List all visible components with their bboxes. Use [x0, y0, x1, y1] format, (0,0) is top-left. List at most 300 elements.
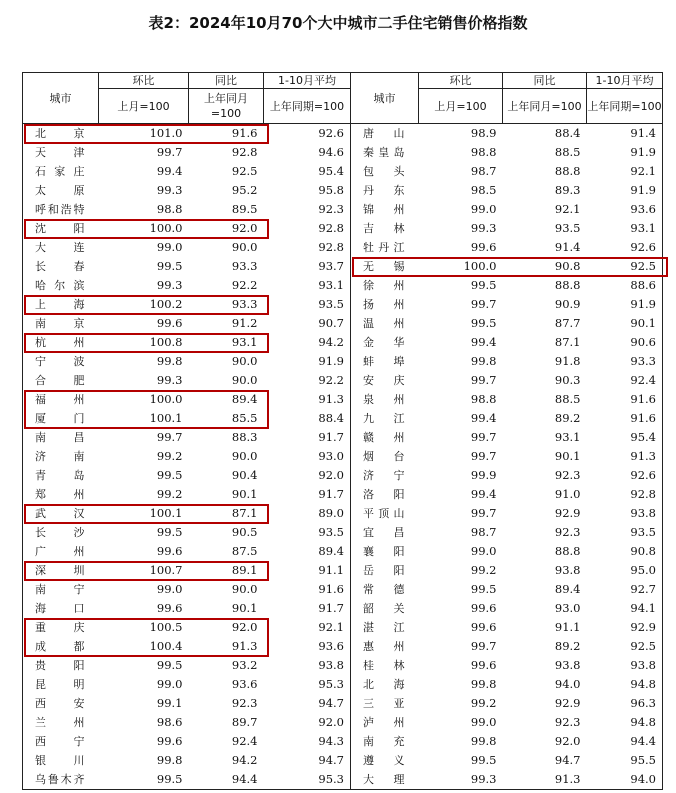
highlight-shenyang	[24, 219, 269, 239]
header-row-2	[23, 89, 663, 124]
cell-avg-left: 93.6	[264, 637, 351, 656]
cell-mom-right: 99.4	[470, 411, 497, 425]
cell-city-right: 金 华	[363, 336, 405, 349]
cell-city-right: 唐 山	[363, 127, 405, 140]
cell-avg-right: 88.6	[587, 276, 663, 295]
cell-city-right: 韶 关	[363, 602, 405, 615]
cell-yoy-left: 93.2	[231, 658, 258, 672]
cell-mom-left: 99.1	[156, 696, 183, 710]
cell-avg-right: 91.9	[587, 295, 663, 314]
cell-yoy-left: 92.0	[231, 620, 258, 634]
cell-mom-left: 100.2	[149, 297, 183, 311]
table-row	[23, 276, 663, 295]
cell-mom-left: 98.8	[156, 202, 183, 216]
cell-yoy-left: 85.5	[231, 411, 258, 425]
cell-mom-right: 99.9	[470, 468, 497, 482]
cell-mom-left: 99.2	[156, 487, 183, 501]
cell-avg-left: 91.1	[264, 561, 351, 580]
cell-yoy-left: 90.0	[231, 582, 258, 596]
cell-avg-left: 94.2	[264, 333, 351, 352]
cell-yoy-right: 89.4	[554, 582, 581, 596]
cell-yoy-left: 88.3	[231, 430, 258, 444]
cell-mom-right: 99.0	[470, 202, 497, 216]
cell-yoy-left: 91.2	[231, 316, 258, 330]
cell-city-right: 吉 林	[363, 222, 405, 235]
cell-city-right: 九 江	[363, 412, 405, 425]
cell-mom-right: 99.2	[470, 696, 497, 710]
highlight-wuhan	[24, 504, 269, 524]
cell-yoy-left: 95.2	[231, 183, 258, 197]
cell-yoy-left: 90.1	[231, 601, 258, 615]
cell-city-right: 泸 州	[363, 716, 405, 729]
cell-avg-right: 94.4	[587, 732, 663, 751]
cell-mom-left: 100.7	[149, 563, 183, 577]
cell-mom-right: 99.3	[419, 770, 503, 790]
cell-city-right: 洛 阳	[363, 488, 405, 501]
cell-city-left: 重 庆	[23, 618, 99, 637]
cell-avg-left: 91.9	[264, 352, 351, 371]
header-mom-left: 环比	[99, 73, 189, 89]
header-avg-left: 1-10月平均	[264, 73, 351, 89]
table-row	[23, 656, 663, 675]
cell-mom-left: 99.6	[156, 601, 183, 615]
cell-city-left: 沈 阳	[23, 219, 99, 238]
cell-avg-left: 95.8	[264, 181, 351, 200]
cell-city-right: 宜 昌	[363, 526, 405, 539]
cell-mom-left: 100.4	[149, 639, 183, 653]
cell-yoy-left: 87.1	[231, 506, 258, 520]
cell-mom-left: 99.3	[156, 278, 183, 292]
cell-yoy-left: 91.3	[231, 639, 258, 653]
cell-yoy-right: 88.8	[554, 544, 581, 558]
cell-mom-right: 99.2	[470, 563, 497, 577]
table-row	[23, 143, 663, 162]
cell-avg-right: 95.4	[587, 428, 663, 447]
header-row-1	[23, 73, 663, 89]
cell-mom-right: 99.5	[470, 278, 497, 292]
cell-avg-right: 91.9	[587, 143, 663, 162]
cell-city-left: 海 口	[23, 599, 99, 618]
table-row	[23, 352, 663, 371]
cell-yoy-right: 91.0	[554, 487, 581, 501]
cell-city-left: 西 安	[23, 694, 99, 713]
cell-mom-right: 99.7	[470, 449, 497, 463]
cell-mom-left: 99.0	[156, 582, 183, 596]
cell-mom-right: 99.6	[470, 620, 497, 634]
cell-avg-right: 90.6	[587, 333, 663, 352]
cell-avg-left: 93.5	[264, 523, 351, 542]
cell-avg-left: 92.8	[264, 219, 351, 238]
cell-city-left: 贵 阳	[23, 656, 99, 675]
cell-mom-right: 99.8	[470, 734, 497, 748]
cell-city-right: 丹 东	[363, 184, 405, 197]
cell-yoy-right: 92.3	[554, 468, 581, 482]
cell-avg-right: 91.6	[587, 409, 663, 428]
cell-city-left: 武 汉	[23, 504, 99, 523]
cell-city-right: 常 德	[363, 583, 405, 596]
cell-avg-right: 91.3	[587, 447, 663, 466]
cell-yoy-right: 92.9	[554, 696, 581, 710]
cell-avg-left: 92.6	[264, 124, 351, 144]
cell-mom-left: 100.0	[149, 221, 183, 235]
cell-city-right: 烟 台	[363, 450, 405, 463]
cell-city-left: 宁 波	[23, 352, 99, 371]
cell-avg-right: 92.7	[587, 580, 663, 599]
cell-yoy-left: 92.4	[231, 734, 258, 748]
cell-mom-right: 99.5	[470, 316, 497, 330]
header-avg-base-right: 上年同期=100	[587, 89, 663, 124]
table-row	[23, 447, 663, 466]
cell-city-right: 惠 州	[363, 640, 405, 653]
cell-avg-left: 91.6	[264, 580, 351, 599]
cell-mom-left: 99.5	[99, 770, 189, 790]
cell-yoy-right: 94.0	[554, 677, 581, 691]
cell-avg-left: 92.1	[264, 618, 351, 637]
cell-city-right: 蚌 埠	[363, 355, 405, 368]
cell-mom-left: 99.7	[156, 145, 183, 159]
table-row	[23, 200, 663, 219]
table-row	[23, 713, 663, 732]
cell-yoy-left: 89.4	[231, 392, 258, 406]
cell-mom-left: 99.6	[156, 544, 183, 558]
cell-city-left: 成 都	[23, 637, 99, 656]
cell-mom-right: 98.7	[470, 525, 497, 539]
cell-mom-right: 99.0	[470, 715, 497, 729]
cell-city-left: 南 宁	[23, 580, 99, 599]
cell-yoy-left: 87.5	[231, 544, 258, 558]
highlight-hangzhou	[24, 333, 269, 353]
cell-city-left: 广 州	[23, 542, 99, 561]
cell-city-right: 包 头	[363, 165, 405, 178]
cell-yoy-right: 92.3	[554, 715, 581, 729]
cell-yoy-right: 92.0	[554, 734, 581, 748]
highlight-wuxi	[352, 257, 668, 277]
header-mom-right: 环比	[419, 73, 503, 89]
cell-yoy-right: 93.0	[554, 601, 581, 615]
cell-city-left: 青 岛	[23, 466, 99, 485]
cell-city-left: 天 津	[23, 143, 99, 162]
cell-avg-left: 94.3	[264, 732, 351, 751]
cell-avg-right: 93.3	[587, 352, 663, 371]
cell-yoy-right: 88.8	[554, 278, 581, 292]
cell-city-right: 湛 江	[363, 621, 405, 634]
cell-avg-left: 92.0	[264, 713, 351, 732]
table-row	[23, 428, 663, 447]
cell-city-left: 大 连	[23, 238, 99, 257]
cell-yoy-right: 88.4	[554, 126, 581, 140]
table-row	[23, 770, 663, 790]
cell-avg-left: 91.7	[264, 485, 351, 504]
cell-avg-left: 90.7	[264, 314, 351, 333]
cell-yoy-right: 90.8	[554, 259, 581, 273]
cell-mom-right: 99.6	[470, 240, 497, 254]
cell-yoy-left: 90.0	[231, 240, 258, 254]
cell-yoy-right: 92.1	[554, 202, 581, 216]
header-city-left: 城市	[23, 73, 99, 124]
cell-avg-right: 92.1	[587, 162, 663, 181]
cell-mom-left: 99.3	[156, 373, 183, 387]
cell-mom-left: 99.5	[156, 525, 183, 539]
cell-avg-right: 95.5	[587, 751, 663, 770]
cell-city-left: 长 春	[23, 257, 99, 276]
cell-city-right: 大 理	[351, 770, 419, 790]
cell-mom-left: 98.6	[156, 715, 183, 729]
cell-yoy-left: 90.4	[231, 468, 258, 482]
cell-city-right: 平顶山	[363, 507, 405, 520]
cell-avg-left: 89.4	[264, 542, 351, 561]
cell-yoy-left: 93.1	[231, 335, 258, 349]
header-avg-right: 1-10月平均	[587, 73, 663, 89]
cell-avg-right: 94.8	[587, 675, 663, 694]
cell-city-right: 秦皇岛	[363, 146, 405, 159]
cell-avg-left: 95.3	[264, 675, 351, 694]
cell-mom-right: 98.8	[470, 145, 497, 159]
cell-mom-left: 100.1	[149, 411, 183, 425]
cell-mom-right: 99.6	[470, 658, 497, 672]
cell-yoy-left: 92.2	[231, 278, 258, 292]
cell-mom-right: 98.7	[470, 164, 497, 178]
cell-yoy-left: 90.0	[231, 449, 258, 463]
cell-avg-left: 95.4	[264, 162, 351, 181]
cell-yoy-left: 93.3	[231, 297, 258, 311]
cell-city-left: 合 肥	[23, 371, 99, 390]
cell-mom-left: 100.0	[149, 392, 183, 406]
cell-avg-left: 93.0	[264, 447, 351, 466]
table-row	[23, 732, 663, 751]
cell-avg-right: 92.5	[587, 637, 663, 656]
cell-yoy-right: 90.3	[554, 373, 581, 387]
cell-avg-right: 91.4	[587, 124, 663, 144]
cell-avg-right: 94.0	[587, 770, 663, 790]
table-row	[23, 466, 663, 485]
table-row	[23, 181, 663, 200]
cell-avg-right: 95.0	[587, 561, 663, 580]
cell-yoy-right: 91.1	[554, 620, 581, 634]
header-mom-base-right: 上月=100	[419, 89, 503, 124]
price-index-table	[22, 72, 663, 790]
cell-city-right: 遵 义	[363, 754, 405, 767]
cell-city-left: 郑 州	[23, 485, 99, 504]
cell-yoy-left: 92.5	[231, 164, 258, 178]
cell-mom-right: 99.7	[470, 430, 497, 444]
cell-yoy-left: 90.5	[231, 525, 258, 539]
cell-avg-right: 94.8	[587, 713, 663, 732]
cell-yoy-right: 91.8	[554, 354, 581, 368]
cell-city-left: 南 京	[23, 314, 99, 333]
cell-yoy-right: 89.2	[554, 639, 581, 653]
cell-city-left: 石家庄	[23, 162, 99, 181]
cell-yoy-left: 92.3	[231, 696, 258, 710]
cell-avg-right: 93.6	[587, 200, 663, 219]
cell-avg-right: 92.5	[587, 257, 663, 276]
cell-mom-right: 99.3	[470, 221, 497, 235]
cell-yoy-right: 87.1	[554, 335, 581, 349]
cell-yoy-right: 89.3	[554, 183, 581, 197]
cell-avg-left: 94.7	[264, 694, 351, 713]
cell-avg-left: 93.1	[264, 276, 351, 295]
table-row	[23, 542, 663, 561]
cell-mom-left: 99.8	[156, 354, 183, 368]
cell-city-right: 赣 州	[363, 431, 405, 444]
cell-avg-right: 92.9	[587, 618, 663, 637]
cell-mom-right: 99.6	[470, 601, 497, 615]
cell-avg-right: 93.8	[587, 656, 663, 675]
cell-mom-left: 99.5	[156, 658, 183, 672]
cell-yoy-right: 92.3	[554, 525, 581, 539]
cell-avg-left: 89.0	[264, 504, 351, 523]
table-row	[23, 694, 663, 713]
cell-yoy-left: 94.4	[189, 770, 264, 790]
cell-yoy-right: 90.9	[554, 297, 581, 311]
cell-avg-right: 91.9	[587, 181, 663, 200]
cell-yoy-left: 93.3	[231, 259, 258, 273]
cell-avg-right: 92.8	[587, 485, 663, 504]
cell-city-right: 无 锡	[363, 260, 405, 273]
cell-avg-right: 92.6	[587, 238, 663, 257]
cell-yoy-right: 88.5	[554, 392, 581, 406]
cell-yoy-left: 89.5	[231, 202, 258, 216]
cell-mom-left: 100.1	[149, 506, 183, 520]
cell-yoy-right: 91.4	[554, 240, 581, 254]
cell-mom-right: 99.4	[470, 335, 497, 349]
highlight-beijing	[24, 124, 269, 145]
cell-avg-right: 90.8	[587, 542, 663, 561]
highlight-shanghai	[24, 295, 269, 315]
table-title: 表2：2024年10月70个大中城市二手住宅销售价格指数	[148, 14, 528, 32]
cell-city-left: 杭 州	[23, 333, 99, 352]
cell-mom-right: 99.0	[470, 544, 497, 558]
highlight-fuzhou-xiamen	[24, 390, 269, 429]
cell-avg-left: 91.7	[264, 599, 351, 618]
cell-yoy-right: 90.1	[554, 449, 581, 463]
cell-city-right: 徐 州	[363, 279, 405, 292]
cell-yoy-left: 90.1	[231, 487, 258, 501]
cell-mom-left: 99.0	[156, 677, 183, 691]
cell-city-right: 北 海	[363, 678, 405, 691]
cell-mom-right: 99.8	[470, 354, 497, 368]
cell-city-left: 长 沙	[23, 523, 99, 542]
cell-mom-left: 101.0	[149, 126, 183, 140]
header-yoy-left: 同比	[189, 73, 264, 89]
header-yoy-base-left: 上年同月=100	[189, 89, 264, 124]
cell-yoy-left: 89.1	[231, 563, 258, 577]
cell-mom-left: 99.2	[156, 449, 183, 463]
cell-city-left: 太 原	[23, 181, 99, 200]
cell-yoy-right: 93.8	[554, 658, 581, 672]
highlight-chongqing-chengdu	[24, 618, 269, 657]
cell-yoy-right: 93.8	[554, 563, 581, 577]
cell-avg-left: 91.7	[264, 428, 351, 447]
cell-city-right: 襄 阳	[363, 545, 405, 558]
cell-city-right: 岳 阳	[363, 564, 405, 577]
cell-mom-right: 99.8	[470, 677, 497, 691]
cell-avg-right: 94.1	[587, 599, 663, 618]
cell-city-left: 哈尔滨	[23, 276, 99, 295]
cell-yoy-right: 91.3	[503, 770, 587, 790]
cell-avg-left: 88.4	[264, 409, 351, 428]
table-row	[23, 599, 663, 618]
cell-city-right: 泉 州	[363, 393, 405, 406]
cell-yoy-left: 92.0	[231, 221, 258, 235]
table-row	[23, 485, 663, 504]
cell-mom-right: 99.7	[470, 506, 497, 520]
cell-mom-left: 99.5	[156, 259, 183, 273]
cell-city-left: 西 宁	[23, 732, 99, 751]
cell-yoy-left: 92.8	[231, 145, 258, 159]
cell-mom-left: 99.8	[156, 753, 183, 767]
cell-mom-right: 98.8	[470, 392, 497, 406]
cell-mom-left: 100.5	[149, 620, 183, 634]
cell-yoy-right: 88.5	[554, 145, 581, 159]
cell-city-left: 南 昌	[23, 428, 99, 447]
cell-city-left: 北 京	[23, 124, 99, 144]
cell-city-left: 呼和浩特	[23, 200, 99, 219]
cell-mom-left: 99.4	[156, 164, 183, 178]
cell-city-right: 牡丹江	[363, 241, 405, 254]
cell-yoy-right: 93.5	[554, 221, 581, 235]
cell-avg-left: 94.6	[264, 143, 351, 162]
cell-city-right: 锦 州	[363, 203, 405, 216]
table-row	[23, 314, 663, 333]
cell-mom-left: 100.8	[149, 335, 183, 349]
cell-avg-left: 92.0	[264, 466, 351, 485]
cell-yoy-right: 87.7	[554, 316, 581, 330]
cell-mom-right: 99.7	[470, 373, 497, 387]
cell-yoy-left: 90.0	[231, 373, 258, 387]
cell-yoy-right: 89.2	[554, 411, 581, 425]
cell-mom-left: 99.6	[156, 734, 183, 748]
cell-avg-left: 93.8	[264, 656, 351, 675]
cell-avg-right: 96.3	[587, 694, 663, 713]
cell-yoy-right: 92.9	[554, 506, 581, 520]
cell-yoy-right: 88.8	[554, 164, 581, 178]
cell-city-right: 桂 林	[363, 659, 405, 672]
cell-avg-right: 92.4	[587, 371, 663, 390]
cell-mom-right: 99.5	[470, 582, 497, 596]
table-row	[23, 238, 663, 257]
cell-avg-left: 92.3	[264, 200, 351, 219]
cell-avg-right: 91.6	[587, 390, 663, 409]
cell-avg-right: 92.6	[587, 466, 663, 485]
cell-avg-right: 90.1	[587, 314, 663, 333]
cell-mom-right: 98.9	[470, 126, 497, 140]
cell-yoy-left: 93.6	[231, 677, 258, 691]
cell-avg-left: 92.2	[264, 371, 351, 390]
cell-avg-left: 93.5	[264, 295, 351, 314]
cell-city-right: 温 州	[363, 317, 405, 330]
header-yoy-right: 同比	[503, 73, 587, 89]
cell-mom-right: 99.4	[470, 487, 497, 501]
cell-mom-right: 99.7	[470, 297, 497, 311]
cell-yoy-right: 93.1	[554, 430, 581, 444]
cell-mom-left: 99.3	[156, 183, 183, 197]
cell-avg-right: 93.8	[587, 504, 663, 523]
header-mom-base-left: 上月=100	[99, 89, 189, 124]
table-row	[23, 523, 663, 542]
cell-mom-right: 99.5	[470, 753, 497, 767]
cell-mom-left: 99.5	[156, 468, 183, 482]
cell-mom-left: 99.6	[156, 316, 183, 330]
header-city-right: 城市	[351, 73, 419, 124]
table-row	[23, 371, 663, 390]
cell-avg-left: 94.7	[264, 751, 351, 770]
cell-avg-right: 93.1	[587, 219, 663, 238]
cell-city-right: 济 宁	[363, 469, 405, 482]
cell-city-left: 福 州	[23, 390, 99, 409]
table-row	[23, 675, 663, 694]
cell-city-left: 济 南	[23, 447, 99, 466]
cell-city-right: 安 庆	[363, 374, 405, 387]
